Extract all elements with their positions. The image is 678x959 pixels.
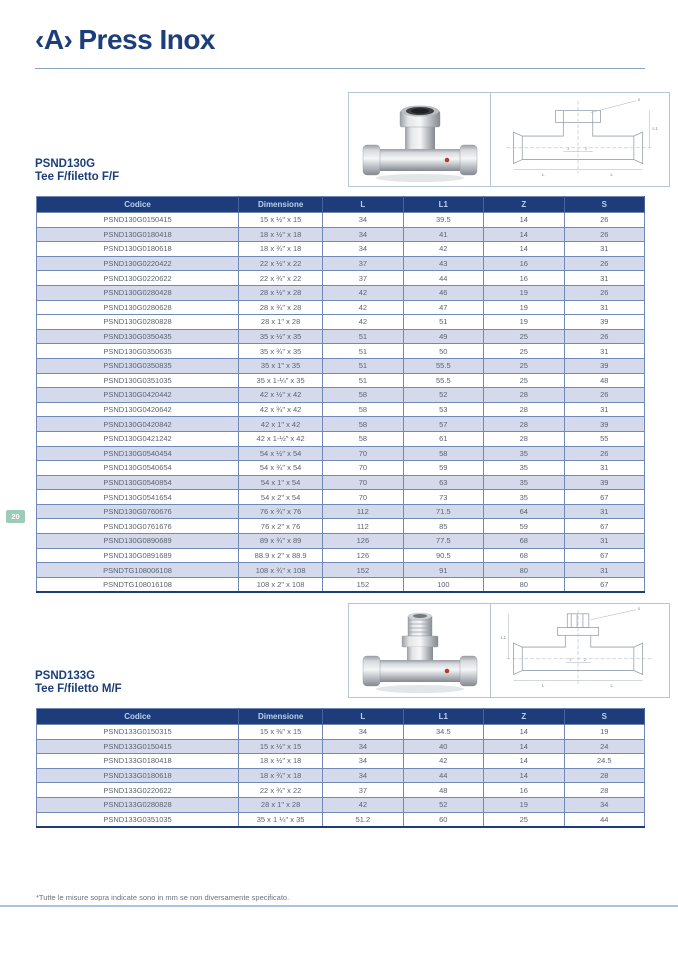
value-cell: 85 — [403, 519, 483, 534]
value-cell: 25 — [484, 373, 564, 388]
value-cell: 48 — [403, 783, 483, 798]
value-cell: 15 x ½" x 15 — [239, 739, 323, 754]
value-cell: 39 — [564, 315, 645, 330]
value-cell: 73 — [403, 490, 483, 505]
column-header: Dimensione — [239, 197, 323, 213]
value-cell: 28 x ¾" x 28 — [239, 300, 323, 315]
value-cell: 58 — [323, 388, 403, 403]
value-cell: 63 — [403, 475, 483, 490]
svg-text:z: z — [567, 146, 570, 152]
value-cell: 46 — [403, 285, 483, 300]
value-cell: 28 x ½" x 28 — [239, 285, 323, 300]
table-row — [37, 725, 645, 740]
value-cell: 42 x ½" x 42 — [239, 388, 323, 403]
value-cell: 44 — [403, 768, 483, 783]
value-cell: 44 — [564, 812, 645, 827]
product-table-ff — [36, 196, 645, 593]
value-cell: 70 — [323, 490, 403, 505]
value-cell: 42 x ¾" x 42 — [239, 402, 323, 417]
svg-text:s: s — [637, 97, 641, 103]
code-cell: PSND130G0351035 — [37, 373, 239, 388]
value-cell: 71.5 — [403, 504, 483, 519]
value-cell: 152 — [323, 563, 403, 578]
value-cell: 53 — [403, 402, 483, 417]
value-cell: 16 — [484, 271, 564, 286]
code-cell: PSNDTG108006108 — [37, 563, 239, 578]
value-cell: 54 x ½" x 54 — [239, 446, 323, 461]
value-cell: 37 — [323, 271, 403, 286]
table-header-row — [37, 709, 645, 725]
value-cell: 31 — [564, 344, 645, 359]
value-cell: 18 x ½" x 18 — [239, 754, 323, 769]
value-cell: 34 — [323, 725, 403, 740]
value-cell: 61 — [403, 431, 483, 446]
value-cell: 14 — [484, 754, 564, 769]
column-header: S — [564, 709, 645, 725]
table-row — [37, 300, 645, 315]
value-cell: 25 — [484, 344, 564, 359]
value-cell: 22 x ¾" x 22 — [239, 783, 323, 798]
page-title — [35, 24, 215, 56]
code-cell: PSND130G0280428 — [37, 285, 239, 300]
svg-text:z: z — [584, 146, 588, 152]
value-cell: 90.5 — [403, 548, 483, 563]
code-cell: PSND130G0760676 — [37, 504, 239, 519]
table-row — [37, 490, 645, 505]
value-cell: 31 — [564, 504, 645, 519]
table-row — [37, 213, 645, 228]
value-cell: 31 — [564, 461, 645, 476]
value-cell: 28 — [484, 388, 564, 403]
value-cell: 76 x 2" x 76 — [239, 519, 323, 534]
value-cell: 19 — [484, 300, 564, 315]
column-header: Codice — [37, 197, 239, 213]
code-cell: PSNDTG108016108 — [37, 577, 239, 592]
value-cell: 19 — [564, 725, 645, 740]
value-cell: 34 — [323, 754, 403, 769]
value-cell: 28 — [564, 768, 645, 783]
value-cell: 24 — [564, 739, 645, 754]
table-row — [37, 242, 645, 257]
page-title-text: Press Inox — [78, 24, 216, 55]
table-row — [37, 754, 645, 769]
value-cell: 51 — [323, 373, 403, 388]
code-cell: PSND133G0351035 — [37, 812, 239, 827]
product-code: PSND130G — [35, 158, 96, 170]
value-cell: 28 — [484, 402, 564, 417]
value-cell: 28 — [484, 431, 564, 446]
svg-text:L: L — [610, 173, 614, 179]
value-cell: 41 — [403, 227, 483, 242]
value-cell: 35 x 1" x 35 — [239, 358, 323, 373]
table-row — [37, 768, 645, 783]
value-cell: 51 — [323, 344, 403, 359]
code-cell: PSND130G0180418 — [37, 227, 239, 242]
code-cell: PSND130G0541654 — [37, 490, 239, 505]
value-cell: 35 x ½" x 35 — [239, 329, 323, 344]
value-cell: 14 — [484, 725, 564, 740]
table-row — [37, 271, 645, 286]
code-cell: PSND130G0540654 — [37, 461, 239, 476]
column-header: L1 — [403, 197, 483, 213]
svg-text:L: L — [541, 684, 545, 690]
code-cell: PSND130G0540854 — [37, 475, 239, 490]
value-cell: 35 — [484, 490, 564, 505]
footnote: *Tutte le misure sopra indicate sono in mm se non diversamente specificato. — [36, 893, 290, 902]
value-cell: 24.5 — [564, 754, 645, 769]
value-cell: 126 — [323, 534, 403, 549]
product-subtitle: Tee F/filetto F/F — [35, 170, 120, 183]
tee-fitting-photo-ff-icon — [349, 93, 491, 186]
svg-text:L1: L1 — [500, 636, 507, 642]
table-row — [37, 344, 645, 359]
value-cell: 25 — [484, 812, 564, 827]
value-cell: 19 — [484, 315, 564, 330]
tee-technical-drawing-ff-icon — [491, 93, 669, 186]
column-header: Codice — [37, 709, 239, 725]
value-cell: 70 — [323, 475, 403, 490]
value-cell: 67 — [564, 548, 645, 563]
table-row — [37, 577, 645, 592]
code-cell: PSND133G0220622 — [37, 783, 239, 798]
value-cell: 51 — [403, 315, 483, 330]
value-cell: 31 — [564, 534, 645, 549]
value-cell: 26 — [564, 388, 645, 403]
value-cell: 14 — [484, 739, 564, 754]
value-cell: 19 — [484, 797, 564, 812]
value-cell: 43 — [403, 256, 483, 271]
value-cell: 28 x 1" x 28 — [239, 797, 323, 812]
product-table-mf — [36, 708, 645, 828]
value-cell: 50 — [403, 344, 483, 359]
code-cell: PSND130G0420842 — [37, 417, 239, 432]
value-cell: 15 x ⅜" x 15 — [239, 725, 323, 740]
footer-divider — [0, 905, 678, 907]
value-cell: 80 — [484, 577, 564, 592]
svg-text:L1: L1 — [652, 127, 658, 133]
value-cell: 55.5 — [403, 373, 483, 388]
table-row — [37, 475, 645, 490]
value-cell: 55.5 — [403, 358, 483, 373]
value-cell: 39 — [564, 417, 645, 432]
code-cell: PSND130G0420642 — [37, 402, 239, 417]
product-code: PSND133G — [35, 670, 96, 682]
code-cell: PSND133G0150315 — [37, 725, 239, 740]
value-cell: 48 — [564, 373, 645, 388]
value-cell: 14 — [484, 213, 564, 228]
table-row — [37, 461, 645, 476]
code-cell: PSND130G0280628 — [37, 300, 239, 315]
value-cell: 51 — [323, 358, 403, 373]
value-cell: 42 x 1-½" x 42 — [239, 431, 323, 446]
column-header: L — [323, 197, 403, 213]
code-cell: PSND130G0180618 — [37, 242, 239, 257]
code-cell: PSND130G0421242 — [37, 431, 239, 446]
table-row — [37, 373, 645, 388]
value-cell: 52 — [403, 388, 483, 403]
value-cell: 40 — [403, 739, 483, 754]
value-cell: 52 — [403, 797, 483, 812]
value-cell: 28 — [564, 783, 645, 798]
column-header: L1 — [403, 709, 483, 725]
value-cell: 18 x ¾" x 18 — [239, 242, 323, 257]
value-cell: 67 — [564, 490, 645, 505]
code-cell: PSND130G0761676 — [37, 519, 239, 534]
value-cell: 88.9 x 2" x 88.9 — [239, 548, 323, 563]
value-cell: 37 — [323, 783, 403, 798]
value-cell: 112 — [323, 519, 403, 534]
value-cell: 39 — [564, 358, 645, 373]
table-row — [37, 504, 645, 519]
value-cell: 55 — [564, 431, 645, 446]
table-row — [37, 739, 645, 754]
tee-technical-drawing-mf-icon — [491, 604, 669, 697]
value-cell: 37 — [323, 256, 403, 271]
value-cell: 25 — [484, 358, 564, 373]
column-header: Dimensione — [239, 709, 323, 725]
brand-mark: ‹A› — [35, 24, 73, 55]
value-cell: 22 x ¾" x 22 — [239, 271, 323, 286]
value-cell: 35 x 1 ¼" x 35 — [239, 812, 323, 827]
value-cell: 31 — [564, 300, 645, 315]
value-cell: 54 x ¾" x 54 — [239, 461, 323, 476]
value-cell: 58 — [323, 431, 403, 446]
table-row — [37, 519, 645, 534]
value-cell: 28 — [484, 417, 564, 432]
code-cell: PSND130G0350835 — [37, 358, 239, 373]
value-cell: 54 x 2" x 54 — [239, 490, 323, 505]
value-cell: 14 — [484, 768, 564, 783]
value-cell: 34 — [323, 739, 403, 754]
value-cell: 126 — [323, 548, 403, 563]
value-cell: 25 — [484, 329, 564, 344]
code-cell: PSND130G0891689 — [37, 548, 239, 563]
value-cell: 16 — [484, 783, 564, 798]
value-cell: 89 x ¾" x 89 — [239, 534, 323, 549]
code-cell: PSND130G0220422 — [37, 256, 239, 271]
value-cell: 31 — [564, 402, 645, 417]
value-cell: 60 — [403, 812, 483, 827]
value-cell: 26 — [564, 329, 645, 344]
value-cell: 35 — [484, 446, 564, 461]
value-cell: 34 — [323, 213, 403, 228]
value-cell: 28 x 1" x 28 — [239, 315, 323, 330]
value-cell: 57 — [403, 417, 483, 432]
value-cell: 42 — [403, 754, 483, 769]
svg-text:L: L — [610, 684, 614, 690]
table-row — [37, 358, 645, 373]
code-cell: PSND133G0280828 — [37, 797, 239, 812]
table-header-row — [37, 197, 645, 213]
value-cell: 51.2 — [323, 812, 403, 827]
value-cell: 39.5 — [403, 213, 483, 228]
value-cell: 64 — [484, 504, 564, 519]
value-cell: 42 — [323, 300, 403, 315]
section-title-mf — [35, 670, 122, 695]
value-cell: 47 — [403, 300, 483, 315]
table-row — [37, 285, 645, 300]
value-cell: 26 — [564, 213, 645, 228]
svg-text:z: z — [583, 657, 587, 663]
title-divider — [35, 68, 645, 69]
product-subtitle: Tee F/filetto M/F — [35, 682, 122, 695]
code-cell: PSND133G0180418 — [37, 754, 239, 769]
value-cell: 14 — [484, 242, 564, 257]
value-cell: 26 — [564, 446, 645, 461]
value-cell: 34 — [564, 797, 645, 812]
code-cell: PSND130G0280828 — [37, 315, 239, 330]
product-images-ff — [348, 92, 670, 187]
value-cell: 49 — [403, 329, 483, 344]
value-cell: 42 — [323, 315, 403, 330]
value-cell: 14 — [484, 227, 564, 242]
table-row — [37, 417, 645, 432]
value-cell: 68 — [484, 548, 564, 563]
value-cell: 58 — [403, 446, 483, 461]
value-cell: 76 x ¾" x 76 — [239, 504, 323, 519]
value-cell: 18 x ½" x 18 — [239, 227, 323, 242]
value-cell: 42 — [323, 797, 403, 812]
table-row — [37, 256, 645, 271]
value-cell: 15 x ½" x 15 — [239, 213, 323, 228]
value-cell: 26 — [564, 256, 645, 271]
value-cell: 26 — [564, 285, 645, 300]
table-row — [37, 548, 645, 563]
value-cell: 35 — [484, 461, 564, 476]
value-cell: 91 — [403, 563, 483, 578]
table-row — [37, 227, 645, 242]
value-cell: 31 — [564, 271, 645, 286]
column-header: Z — [484, 197, 564, 213]
table-row — [37, 431, 645, 446]
code-cell: PSND130G0350435 — [37, 329, 239, 344]
value-cell: 54 x 1" x 54 — [239, 475, 323, 490]
code-cell: PSND130G0220622 — [37, 271, 239, 286]
value-cell: 67 — [564, 519, 645, 534]
svg-text:s: s — [637, 606, 641, 612]
table-row — [37, 315, 645, 330]
code-cell: PSND130G0350635 — [37, 344, 239, 359]
value-cell: 35 x ¾" x 35 — [239, 344, 323, 359]
code-cell: PSND133G0150415 — [37, 739, 239, 754]
value-cell: 26 — [564, 227, 645, 242]
value-cell: 59 — [484, 519, 564, 534]
table-row — [37, 402, 645, 417]
table-row — [37, 534, 645, 549]
code-cell: PSND130G0150415 — [37, 213, 239, 228]
tee-fitting-photo-mf-icon — [349, 604, 491, 697]
table-row — [37, 329, 645, 344]
value-cell: 70 — [323, 446, 403, 461]
value-cell: 42 x 1" x 42 — [239, 417, 323, 432]
value-cell: 34 — [323, 242, 403, 257]
value-cell: 31 — [564, 242, 645, 257]
value-cell: 34 — [323, 227, 403, 242]
value-cell: 80 — [484, 563, 564, 578]
value-cell: 100 — [403, 577, 483, 592]
value-cell: 42 — [403, 242, 483, 257]
value-cell: 51 — [323, 329, 403, 344]
value-cell: 35 — [484, 475, 564, 490]
value-cell: 19 — [484, 285, 564, 300]
table-row — [37, 797, 645, 812]
table-row — [37, 783, 645, 798]
svg-text:z: z — [569, 657, 572, 663]
value-cell: 112 — [323, 504, 403, 519]
table-row — [37, 446, 645, 461]
table-row — [37, 812, 645, 827]
product-images-mf — [348, 603, 670, 698]
value-cell: 22 x ½" x 22 — [239, 256, 323, 271]
value-cell: 77.5 — [403, 534, 483, 549]
value-cell: 58 — [323, 402, 403, 417]
column-header: Z — [484, 709, 564, 725]
value-cell: 34.5 — [403, 725, 483, 740]
value-cell: 108 x 2" x 108 — [239, 577, 323, 592]
value-cell: 16 — [484, 256, 564, 271]
column-header: S — [564, 197, 645, 213]
code-cell: PSND133G0180618 — [37, 768, 239, 783]
column-header: L — [323, 709, 403, 725]
table-row — [37, 563, 645, 578]
value-cell: 42 — [323, 285, 403, 300]
value-cell: 108 x ¾" x 108 — [239, 563, 323, 578]
code-cell: PSND130G0420442 — [37, 388, 239, 403]
value-cell: 70 — [323, 461, 403, 476]
page-number-badge: 20 — [6, 510, 25, 523]
table-row — [37, 388, 645, 403]
value-cell: 39 — [564, 475, 645, 490]
value-cell: 34 — [323, 768, 403, 783]
code-cell: PSND130G0540454 — [37, 446, 239, 461]
value-cell: 18 x ¾" x 18 — [239, 768, 323, 783]
value-cell: 44 — [403, 271, 483, 286]
value-cell: 35 x 1-¼" x 35 — [239, 373, 323, 388]
value-cell: 67 — [564, 577, 645, 592]
value-cell: 58 — [323, 417, 403, 432]
code-cell: PSND130G0890689 — [37, 534, 239, 549]
value-cell: 68 — [484, 534, 564, 549]
value-cell: 152 — [323, 577, 403, 592]
value-cell: 59 — [403, 461, 483, 476]
value-cell: 31 — [564, 563, 645, 578]
section-title-ff — [35, 158, 119, 183]
svg-text:L: L — [541, 173, 545, 179]
